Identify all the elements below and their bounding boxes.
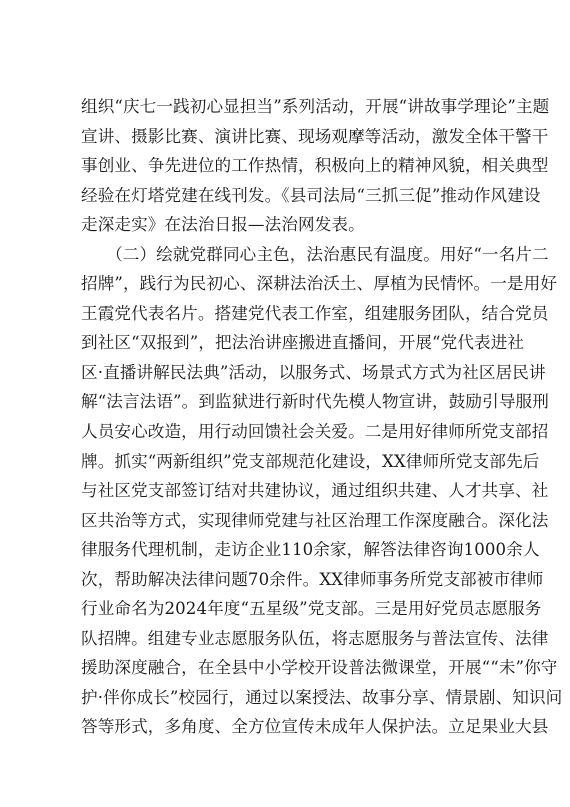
text-line: 人员安心改造，用行动回馈社会关爱。二是用好律师所党支部招	[81, 422, 549, 442]
text-line: 答等形式，多角度、全方位宣传未成年人保护法。立足果业大县	[81, 717, 549, 737]
text-line: 招牌”，践行为民初心、深耕法治沃土、厚植为民情怀。一是用好	[81, 274, 558, 294]
text-line: 行业命名为2024年度“五星级”党支部。三是用好党员志愿服务	[81, 599, 542, 619]
text-line: 援助深度融合，在全县中小学校开设普法微课堂，开展““未”你守	[81, 658, 558, 678]
text-line: （二）绘就党群同心主色，法治惠民有温度。用好“一名片二	[81, 244, 549, 264]
text-line: 解“法言法语”。到监狱进行新时代先模人物宣讲，鼓励引导服刑	[81, 392, 549, 412]
text-line: 牌。抓实“两新组织”党支部规范化建设，XX律师所党支部先后	[81, 451, 540, 471]
text-line: 组织“庆七一践初心显担当”系列活动，开展“讲故事学理论”主题	[81, 97, 550, 116]
text-line: 队招牌。组建专业志愿服务队伍，将志愿服务与普法宣传、法律	[81, 628, 549, 648]
text-line: 区·直播讲解民法典”活动，以服务式、场景式方式为社区居民讲	[81, 362, 546, 382]
text-line: 经验在灯塔党建在线刊发。《县司法局“三抓三促”推动作风建设	[81, 185, 541, 205]
text-line: 与社区党支部签订结对共建协议，通过组织共建、人才共享、社	[81, 481, 549, 501]
text-line: 走深走实》在法治日报—法治网发表。	[81, 215, 365, 235]
body-text	[81, 92, 563, 742]
text-line: 律服务代理机制，走访企业110余家，解答法律咨询1000余人	[81, 540, 540, 560]
text-line: 事创业、争先进位的工作热情，积极向上的精神风貌，相关典型	[81, 156, 549, 176]
text-line: 区共治等方式，实现律师党建与社区治理工作深度融合。深化法	[81, 510, 549, 530]
text-line: 护·伴你成长”校园行，通过以案授法、故事分享、情景剧、知识问	[81, 687, 563, 707]
text-line: 宣讲、摄影比赛、演讲比赛、现场观摩等活动，激发全体干警干	[81, 126, 549, 146]
text-line: 次，帮助解决法律问题70余件。XX律师事务所党支部被市律师	[81, 569, 544, 589]
text-line: 王霞党代表名片。搭建党代表工作室，组建服务团队，结合党员	[81, 303, 549, 323]
text-line: 到社区“双报到”，把法治讲座搬进直播间，开展“党代表进社	[81, 333, 525, 353]
